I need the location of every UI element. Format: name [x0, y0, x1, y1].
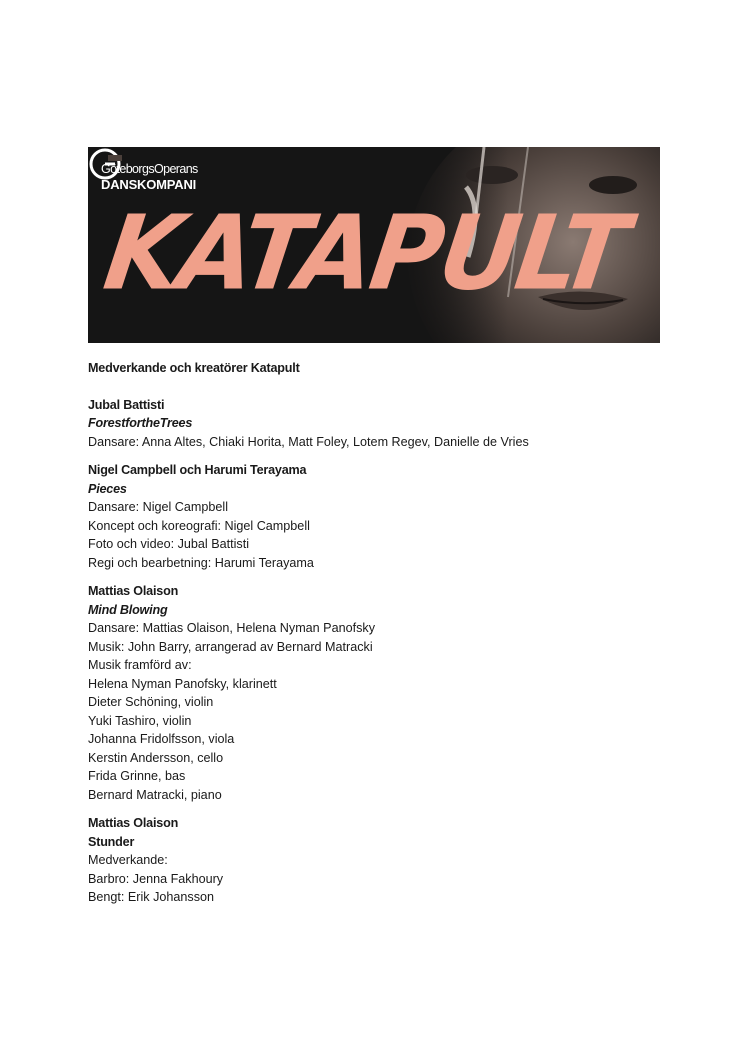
header-banner: [88, 147, 660, 343]
credit-line: Dieter Schöning, violin: [88, 695, 214, 709]
creator-name: Jubal Battisti: [88, 397, 165, 412]
credit-line: Dansare: Anna Altes, Chiaki Horita, Matt Foley, Lotem Regev, Danielle de Vries: [88, 434, 529, 449]
creator-name: Mattias Olaison: [88, 584, 179, 598]
credit-section: [88, 461, 688, 572]
credit-line: Barbro: Jenna Fakhoury: [88, 871, 224, 886]
credit-line: Helena Nyman Panofsky, klarinett: [88, 676, 277, 691]
credit-line: Johanna Fridolfsson, viola: [88, 732, 235, 746]
credit-line: Medverkande:: [88, 853, 168, 867]
credit-line: Dansare: Mattias Olaison, Helena Nyman Panofsky: [88, 621, 375, 635]
katapult-title-art: KATAPULT: [97, 194, 633, 314]
credit-line: Koncept och koreografi: Nigel Campbell: [88, 518, 310, 533]
work-title: Mind Blowing: [88, 602, 168, 617]
g-logo-icon: [88, 147, 122, 181]
credit-line: Frida Grinne, bas: [88, 769, 186, 783]
credit-line: Foto och video: Jubal Battisti: [88, 537, 250, 551]
credit-section: [88, 582, 688, 804]
credit-line: Bernard Matracki, piano: [88, 787, 222, 802]
document-title: Medverkande och kreatörer Katapult: [88, 361, 300, 375]
creator-name: Mattias Olaison: [88, 816, 179, 830]
credit-section: [88, 396, 688, 452]
work-title: Stunder: [88, 834, 135, 849]
document-body: [88, 359, 688, 917]
brand-line2: DANSKOMPANI: [101, 177, 197, 192]
credit-line: Musik: John Barry, arrangerad av Bernard Matracki: [88, 639, 373, 654]
work-title: Pieces: [88, 481, 127, 496]
brand-line1: GöteborgsOperans: [101, 162, 198, 176]
credit-line: Kerstin Andersson, cello: [88, 750, 224, 765]
credit-line: Yuki Tashiro, violin: [88, 713, 192, 728]
credit-line: Bengt: Erik Johansson: [88, 890, 215, 904]
credit-line: Dansare: Nigel Campbell: [88, 500, 228, 514]
creator-name: Nigel Campbell och Harumi Terayama: [88, 463, 307, 477]
credit-line: Regi och bearbetning: Harumi Terayama: [88, 555, 314, 570]
credit-line: Musik framförd av:: [88, 658, 192, 672]
credit-section: [88, 814, 688, 907]
work-title: ForestfortheTrees: [88, 416, 193, 430]
